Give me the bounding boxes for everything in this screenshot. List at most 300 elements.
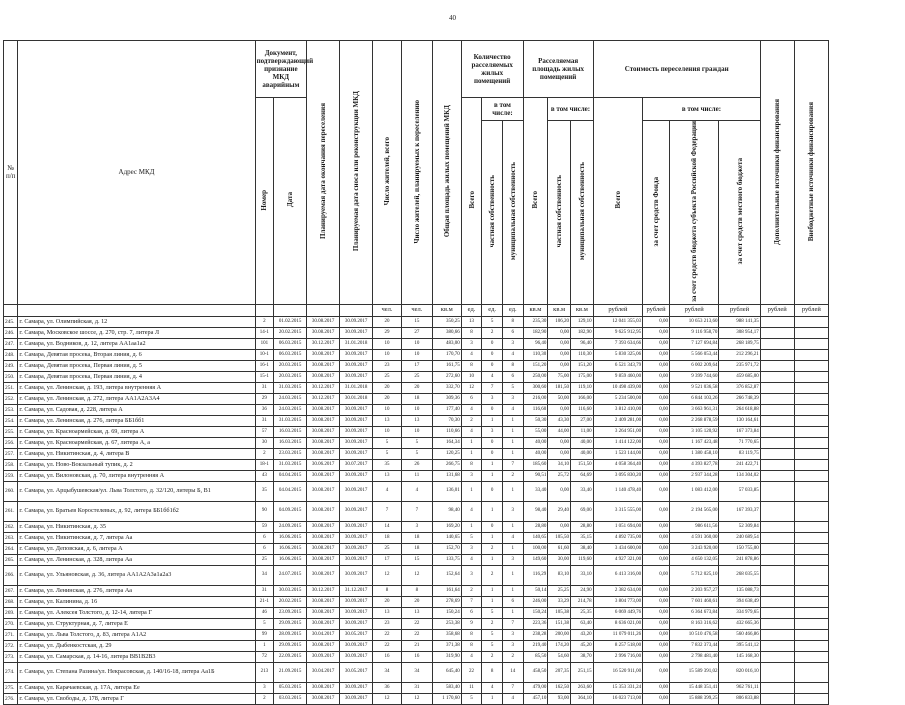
doc-number-cell: 14-1: [255, 327, 274, 338]
cost-fund-cell: 0,00: [643, 382, 670, 393]
cost-fund-cell: 0,00: [643, 481, 670, 501]
area-private-cell: 44,00: [548, 426, 571, 437]
cost-total-cell: 10 498 439,00: [593, 382, 642, 393]
doc-date-cell: 29.09.2015: [274, 640, 307, 651]
extrabudget-cell: [794, 565, 828, 585]
table-row: [4, 629, 829, 640]
address-cell: г. Самара, ул. Ленинская, д. 193, литера внутренняя А: [18, 382, 255, 393]
cost-local-cell: 240 689,54: [719, 532, 760, 543]
rooms-total-cell: 5: [461, 532, 482, 543]
table-row: [4, 459, 829, 470]
rooms-municipal-cell: 6: [502, 371, 523, 382]
cost-subject-cell: 15 589 391,02: [669, 662, 718, 682]
planned-end-cell: 30.08.2017: [307, 682, 340, 693]
area-private-cell: 93,00: [548, 693, 571, 704]
area-private-cell: 0,00: [548, 481, 571, 501]
additional-cell: [760, 349, 794, 360]
header-cost: Стоимость переселения граждан: [593, 41, 760, 98]
planned-demolition-cell: 30.05.2017: [340, 629, 373, 640]
rooms-total-cell: 6: [461, 607, 482, 618]
planned-demolition-cell: 30.09.2017: [340, 371, 373, 382]
extrabudget-cell: [794, 596, 828, 607]
header-rooms-incl: в том числе:: [482, 98, 523, 121]
cost-local-cell: 308 954,17: [719, 327, 760, 338]
planned-demolition-cell: 30.09.2017: [340, 349, 373, 360]
cost-total-cell: 2 409 281,00: [593, 415, 642, 426]
residents-total-cell: 12: [373, 693, 402, 704]
area-private-cell: 0,00: [548, 437, 571, 448]
cost-local-cell: 268 189,75: [719, 338, 760, 349]
doc-date-cell: 04.04.2015: [274, 481, 307, 501]
cost-subject-cell: 2 798 481,40: [669, 651, 718, 662]
cost-local-cell: 394 638,49: [719, 596, 760, 607]
cost-subject-cell: 2 203 957,27: [669, 585, 718, 596]
extrabudget-cell: [794, 532, 828, 543]
unit-cell: рублей: [794, 304, 828, 316]
extrabudget-cell: [794, 481, 828, 501]
planned-end-cell: 30.08.2017: [307, 501, 340, 521]
rooms-total-cell: 8: [461, 640, 482, 651]
residents-planned-cell: 13: [401, 607, 432, 618]
row-number: 252.: [4, 393, 18, 404]
doc-date-cell: 16.06.2015: [274, 554, 307, 565]
doc-number-cell: 3: [255, 682, 274, 693]
rooms-private-cell: 4: [482, 371, 503, 382]
row-number: 271.: [4, 629, 18, 640]
doc-number-cell: 31: [255, 585, 274, 596]
total-area-cell: 136,01: [432, 481, 461, 501]
rooms-private-cell: 1: [482, 585, 503, 596]
cost-total-cell: 11 079 011,26: [593, 629, 642, 640]
cost-total-cell: 3 095 830,20: [593, 470, 642, 481]
units-row: [4, 304, 829, 316]
area-private-cell: 105,50: [548, 532, 571, 543]
cost-local-cell: 57 033,85: [719, 481, 760, 501]
doc-number-cell: 6: [255, 532, 274, 543]
doc-number-cell: 35: [255, 481, 274, 501]
area-total-cell: 116,60: [523, 404, 548, 415]
planned-demolition-cell: 30.09.2017: [340, 415, 373, 426]
table-row: [4, 618, 829, 629]
rooms-municipal-cell: 3: [502, 629, 523, 640]
cost-subject-cell: 1 083 412,00: [669, 481, 718, 501]
area-municipal-cell: 43,20: [570, 629, 593, 640]
residents-total-cell: 13: [373, 415, 402, 426]
rooms-municipal-cell: 1: [502, 543, 523, 554]
area-municipal-cell: 38,40: [570, 543, 593, 554]
doc-number-cell: 21-1: [255, 596, 274, 607]
planned-demolition-cell: 30.09.2017: [340, 554, 373, 565]
doc-number-cell: 213: [255, 662, 274, 682]
area-total-cell: 140,65: [523, 532, 548, 543]
cost-local-cell: 268 035,55: [719, 565, 760, 585]
table-row: [4, 585, 829, 596]
row-number: 255.: [4, 426, 18, 437]
total-area-cell: 140,65: [432, 532, 461, 543]
cost-fund-cell: 0,00: [643, 448, 670, 459]
row-number: 259.: [4, 470, 18, 481]
rooms-municipal-cell: 1: [502, 521, 523, 532]
table-row: [4, 481, 829, 501]
residents-total-cell: 4: [373, 481, 402, 501]
planned-demolition-cell: 30.09.2017: [340, 651, 373, 662]
total-area-cell: 152,70: [432, 543, 461, 554]
planned-end-cell: 30.08.2017: [307, 521, 340, 532]
residents-planned-cell: 8: [401, 585, 432, 596]
doc-number-cell: 25: [255, 554, 274, 565]
cost-total-cell: 16 520 911,00: [593, 662, 642, 682]
rooms-private-cell: 0: [482, 349, 503, 360]
planned-demolition-cell: 30.09.2017: [340, 327, 373, 338]
rooms-total-cell: 1: [461, 481, 482, 501]
residents-total-cell: 20: [373, 596, 402, 607]
cost-subject-cell: 5 566 053,44: [669, 349, 718, 360]
total-area-cell: 309,36: [432, 393, 461, 404]
additional-cell: [760, 565, 794, 585]
extrabudget-cell: [794, 682, 828, 693]
doc-number-cell: 30: [255, 437, 274, 448]
rooms-total-cell: 3: [461, 565, 482, 585]
area-total-cell: 185,60: [523, 459, 548, 470]
cost-total-cell: 1 051 694,00: [593, 521, 642, 532]
rooms-total-cell: 1: [461, 437, 482, 448]
residents-total-cell: 7: [373, 501, 402, 521]
cost-total-cell: 3 434 600,00: [593, 543, 642, 554]
planned-demolition-cell: 30.09.2017: [340, 596, 373, 607]
cost-local-cell: 266 748,39: [719, 393, 760, 404]
planned-demolition-cell: 30.09.2017: [340, 404, 373, 415]
residents-planned-cell: 5: [401, 448, 432, 459]
cost-subject-cell: 6 844 103,26: [669, 393, 718, 404]
additional-cell: [760, 481, 794, 501]
area-municipal-cell: 151,20: [570, 360, 593, 371]
cost-subject-cell: 1 167 423,48: [669, 437, 718, 448]
rooms-municipal-cell: 1: [502, 426, 523, 437]
area-municipal-cell: 69,00: [570, 501, 593, 521]
unit-cell: чел.: [373, 304, 402, 316]
area-municipal-cell: 214,78: [570, 596, 593, 607]
unit-cell: рублей: [643, 304, 670, 316]
extrabudget-cell: [794, 393, 828, 404]
cost-fund-cell: 0,00: [643, 682, 670, 693]
area-private-cell: 106,20: [548, 316, 571, 327]
area-total-cell: 219,40: [523, 640, 548, 651]
planned-demolition-cell: 30.09.2017: [340, 426, 373, 437]
area-municipal-cell: 110,30: [570, 349, 593, 360]
area-total-cell: 33,40: [523, 481, 548, 501]
cost-local-cell: 395 541,12: [719, 640, 760, 651]
row-number: 266.: [4, 565, 18, 585]
rooms-municipal-cell: 6: [502, 596, 523, 607]
additional-cell: [760, 316, 794, 327]
rooms-private-cell: 5: [482, 640, 503, 651]
cost-local-cell: 241 422,71: [719, 459, 760, 470]
rooms-total-cell: 8: [461, 327, 482, 338]
address-cell: г. Самара, ул. Карачаевская, д. 17А, литера Ее: [18, 682, 255, 693]
residents-total-cell: 8: [373, 585, 402, 596]
additional-cell: [760, 437, 794, 448]
rooms-municipal-cell: 7: [502, 682, 523, 693]
cost-total-cell: 5 234 500,00: [593, 393, 642, 404]
total-area-cell: 583,40: [432, 682, 461, 693]
doc-number-cell: 57: [255, 426, 274, 437]
cost-local-cell: 83 119,75: [719, 448, 760, 459]
table-row: [4, 426, 829, 437]
cost-total-cell: 3 804 773,00: [593, 596, 642, 607]
row-number: 261.: [4, 501, 18, 521]
address-cell: г. Самара, ул. Красноармейская, д. 69, литера А: [18, 426, 255, 437]
table-row: [4, 371, 829, 382]
area-private-cell: 50,00: [548, 393, 571, 404]
planned-end-cell: 30.08.2017: [307, 437, 340, 448]
area-municipal-cell: 33,10: [570, 565, 593, 585]
residents-planned-cell: 34: [401, 662, 432, 682]
additional-cell: [760, 382, 794, 393]
total-area-cell: 380,66: [432, 327, 461, 338]
rooms-total-cell: 3: [461, 543, 482, 554]
header-additional: Дополнительные источники финансирования: [773, 98, 782, 245]
area-total-cell: 55,00: [523, 426, 548, 437]
rooms-private-cell: 8: [482, 662, 503, 682]
cost-subject-cell: 7 832 373,44: [669, 640, 718, 651]
cost-fund-cell: 0,00: [643, 618, 670, 629]
row-number: 273.: [4, 651, 18, 662]
header-cost-incl: в том числе:: [643, 98, 761, 121]
area-private-cell: 0,00: [548, 404, 571, 415]
extrabudget-cell: [794, 349, 828, 360]
rooms-total-cell: 3: [461, 470, 482, 481]
cost-subject-cell: 6 002 209,64: [669, 360, 718, 371]
planned-end-cell: 30.04.2017: [307, 629, 340, 640]
additional-cell: [760, 459, 794, 470]
cost-fund-cell: 0,00: [643, 607, 670, 618]
residents-total-cell: 25: [373, 543, 402, 554]
residents-total-cell: 5: [373, 448, 402, 459]
header-extrabudget: Внебюджетные источники финансирования: [807, 101, 816, 242]
rooms-municipal-cell: 4: [502, 693, 523, 704]
additional-cell: [760, 415, 794, 426]
area-private-cell: 43,30: [548, 415, 571, 426]
residents-total-cell: 13: [373, 607, 402, 618]
rooms-private-cell: 2: [482, 651, 503, 662]
cost-subject-cell: 3 243 920,00: [669, 543, 718, 554]
extrabudget-cell: [794, 426, 828, 437]
doc-date-cell: 16.06.2015: [274, 532, 307, 543]
residents-planned-cell: 31: [401, 682, 432, 693]
residents-total-cell: 20: [373, 393, 402, 404]
planned-end-cell: 30.08.2017: [307, 426, 340, 437]
planned-demolition-cell: 30.09.2017: [340, 618, 373, 629]
residents-planned-cell: 5: [401, 437, 432, 448]
doc-number-cell: 1: [255, 640, 274, 651]
total-area-cell: 131,68: [432, 470, 461, 481]
doc-date-cell: 31.03.2015: [274, 415, 307, 426]
area-private-cell: 0,00: [548, 448, 571, 459]
doc-date-cell: 05.03.2015: [274, 682, 307, 693]
rooms-municipal-cell: 1: [502, 585, 523, 596]
cost-fund-cell: 0,00: [643, 459, 670, 470]
rooms-municipal-cell: 4: [502, 532, 523, 543]
area-total-cell: 457,10: [523, 693, 548, 704]
extrabudget-cell: [794, 459, 828, 470]
doc-date-cell: 16.06.2015: [274, 543, 307, 554]
cost-subject-cell: 6 364 673,84: [669, 607, 718, 618]
rooms-private-cell: 4: [482, 682, 503, 693]
unit-cell: чел.: [401, 304, 432, 316]
doc-date-cell: 23.03.2015: [274, 448, 307, 459]
address-cell: г. Самара, ул. Самарская, д. 14-16, литера ВВ1В2В3: [18, 651, 255, 662]
address-cell: г. Самара, ул. Олимпийская, д. 12: [18, 316, 255, 327]
cost-subject-cell: 10 653 213,60: [669, 316, 718, 327]
cost-fund-cell: 0,00: [643, 360, 670, 371]
rooms-municipal-cell: 8: [502, 316, 523, 327]
cost-subject-cell: 8 163 316,62: [669, 618, 718, 629]
cost-fund-cell: 0,00: [643, 404, 670, 415]
address-cell: г. Самара, ул. Ленинская, д. 272, литера АА1А2А3А4: [18, 393, 255, 404]
rooms-municipal-cell: 1: [502, 437, 523, 448]
extrabudget-cell: [794, 554, 828, 565]
cost-local-cell: 264 618,88: [719, 404, 760, 415]
area-total-cell: 223,36: [523, 618, 548, 629]
residents-planned-cell: 15: [401, 316, 432, 327]
rooms-municipal-cell: 3: [502, 501, 523, 521]
cost-total-cell: 2 996 716,00: [593, 651, 642, 662]
cost-total-cell: 2 382 634,00: [593, 585, 642, 596]
planned-end-cell: 30.08.2017: [307, 371, 340, 382]
area-municipal-cell: 27,00: [570, 415, 593, 426]
planned-end-cell: 30.08.2017: [307, 481, 340, 501]
area-total-cell: 110,30: [523, 349, 548, 360]
area-private-cell: 33,29: [548, 596, 571, 607]
doc-number-cell: 2: [255, 448, 274, 459]
residents-total-cell: 10: [373, 404, 402, 415]
unit-cell: кв.м: [548, 304, 571, 316]
address-cell: г. Самара, ул. Ленинская, д. 276, литера ББ1бб1: [18, 415, 255, 426]
residents-planned-cell: 12: [401, 565, 432, 585]
area-municipal-cell: 119,10: [570, 382, 593, 393]
planned-demolition-cell: 30.09.2017: [340, 481, 373, 501]
address-cell: г. Самара, ул. Степана Разина/ул. Некрасовская, д. 140/16-18, литера Аа1Б: [18, 662, 255, 682]
planned-end-cell: 30.08.2017: [307, 316, 340, 327]
header-area-total: Всего: [531, 191, 540, 209]
header-planned-end: Планируемая дата окончания переселения: [319, 103, 328, 240]
area-private-cell: 181,50: [548, 382, 571, 393]
area-total-cell: 28,80: [523, 521, 548, 532]
planned-end-cell: 30.08.2017: [307, 349, 340, 360]
rooms-municipal-cell: 3: [502, 393, 523, 404]
table-row: [4, 596, 829, 607]
page-number: 40: [449, 14, 456, 22]
area-private-cell: 75,00: [548, 371, 571, 382]
address-cell: г. Самара, ул. Арцыбушевская/ул. Льва Толстого, д. 32/120, литеры Б, В1: [18, 481, 255, 501]
planned-demolition-cell: 30.09.2017: [340, 448, 373, 459]
additional-cell: [760, 585, 794, 596]
area-private-cell: 0,00: [548, 327, 571, 338]
row-number: 247.: [4, 338, 18, 349]
cost-total-cell: 3 315 555,00: [593, 501, 642, 521]
row-number: 263.: [4, 532, 18, 543]
planned-end-cell: 30.12.2017: [307, 585, 340, 596]
row-number: 245.: [4, 316, 18, 327]
rooms-municipal-cell: 7: [502, 459, 523, 470]
extrabudget-cell: [794, 437, 828, 448]
area-private-cell: 30,00: [548, 554, 571, 565]
total-area-cell: 152,64: [432, 565, 461, 585]
area-total-cell: 150,24: [523, 607, 548, 618]
row-number: 251.: [4, 382, 18, 393]
address-cell: г. Самара, ул. Никитинская, д. 4, литера В: [18, 448, 255, 459]
cost-fund-cell: 0,00: [643, 585, 670, 596]
rooms-municipal-cell: 3: [502, 338, 523, 349]
extrabudget-cell: [794, 382, 828, 393]
rooms-total-cell: 2: [461, 415, 482, 426]
additional-cell: [760, 618, 794, 629]
cost-local-cell: 820 016,10: [719, 662, 760, 682]
header-rooms-private: частная собственность: [488, 175, 497, 248]
cost-subject-cell: 9 116 958,70: [669, 327, 718, 338]
row-number: 276.: [4, 693, 18, 704]
area-total-cell: 100,00: [523, 543, 548, 554]
rooms-private-cell: 0: [482, 338, 503, 349]
cost-total-cell: 8 636 021,00: [593, 618, 642, 629]
cost-total-cell: 1 414 122,00: [593, 437, 642, 448]
rooms-total-cell: 4: [461, 349, 482, 360]
address-cell: г. Самара, ул. Вилоновская, д. 70, литера внутренняя А: [18, 470, 255, 481]
cost-fund-cell: 0,00: [643, 393, 670, 404]
total-area-cell: 350,25: [432, 316, 461, 327]
rooms-municipal-cell: 14: [502, 662, 523, 682]
area-municipal-cell: 64,69: [570, 470, 593, 481]
planned-demolition-cell: 30.09.2017: [340, 532, 373, 543]
area-municipal-cell: 129,10: [570, 316, 593, 327]
total-area-cell: 177,40: [432, 404, 461, 415]
table-header: [4, 41, 829, 317]
additional-cell: [760, 338, 794, 349]
area-municipal-cell: 364,10: [570, 693, 593, 704]
doc-number-cell: 34: [255, 565, 274, 585]
header-rooms-municipal: муниципальная собственность: [508, 162, 517, 261]
area-total-cell: 182,90: [523, 327, 548, 338]
extrabudget-cell: [794, 543, 828, 554]
residents-planned-cell: 4: [401, 481, 432, 501]
area-municipal-cell: 24,90: [570, 585, 593, 596]
doc-date-cell: 24.07.2015: [274, 565, 307, 585]
rooms-municipal-cell: 3: [502, 554, 523, 565]
total-area-cell: 319,90: [432, 651, 461, 662]
table-row: [4, 662, 829, 682]
doc-number-cell: 31: [255, 415, 274, 426]
address-cell: г. Самара, ул. Ново-Вокзальный тупик, д. 2: [18, 459, 255, 470]
area-municipal-cell: 40,00: [570, 448, 593, 459]
cost-total-cell: 3 264 951,00: [593, 426, 642, 437]
area-total-cell: 50,14: [523, 585, 548, 596]
planned-end-cell: 30.12.2017: [307, 382, 340, 393]
unit-cell: кв.м: [570, 304, 593, 316]
doc-date-cell: 22.09.2015: [274, 651, 307, 662]
rooms-total-cell: 3: [461, 338, 482, 349]
doc-date-cell: 04.09.2015: [274, 501, 307, 521]
address-cell: г. Самара, ул. Дыбенкостская, д. 29: [18, 640, 255, 651]
area-municipal-cell: 96,40: [570, 338, 593, 349]
cost-total-cell: 4 892 735,00: [593, 532, 642, 543]
additional-cell: [760, 629, 794, 640]
additional-cell: [760, 640, 794, 651]
extrabudget-cell: [794, 404, 828, 415]
area-private-cell: 0,00: [548, 360, 571, 371]
cost-fund-cell: 0,00: [643, 338, 670, 349]
row-number: 274.: [4, 662, 18, 682]
extrabudget-cell: [794, 415, 828, 426]
